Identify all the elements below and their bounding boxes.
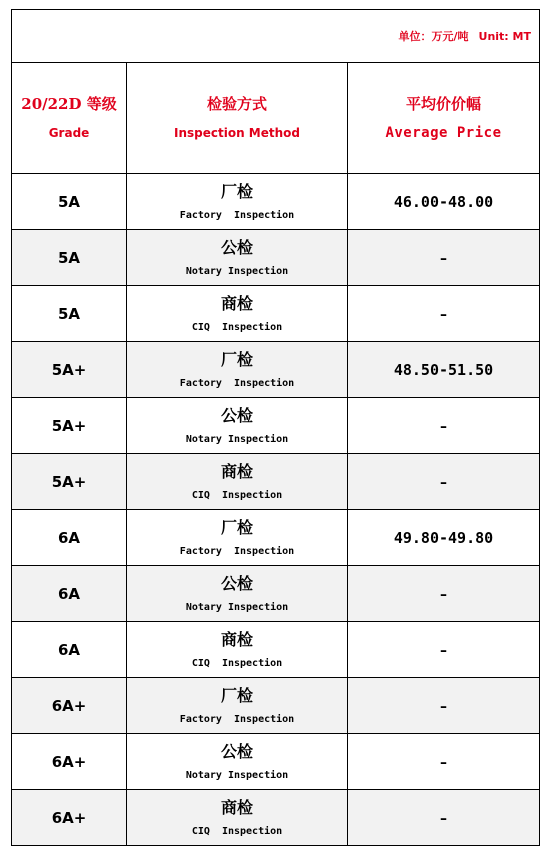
grade-cell [12,398,127,454]
method-en: Notary Inspection [185,265,289,277]
grade-header [12,63,127,174]
unit-cell [12,10,540,63]
method-zh: 商检 [220,797,253,817]
table-row [12,510,540,566]
header-row [12,63,540,174]
grade-value: 5A [57,249,81,267]
method-en: Notary Inspection [185,601,289,613]
price-value: – [440,811,447,827]
price-value: 48.50-51.50 [393,361,494,379]
grade-cell [12,342,127,398]
price-value: 49.80-49.80 [393,529,494,547]
price-cell [348,678,540,734]
method-cell [127,510,348,566]
method-cell [127,678,348,734]
grade-value: 6A+ [51,809,87,827]
grade-header-en: Grade [48,126,90,140]
method-header-zh: 检验方式 [206,95,267,113]
method-zh: 厂检 [220,685,253,705]
price-cell [348,566,540,622]
price-header [348,63,540,174]
method-en: Factory Inspection [179,713,295,725]
method-en: CIQ Inspection [191,657,283,669]
method-zh: 公检 [220,741,253,761]
method-header-en: Inspection Method [174,126,300,140]
table-row [12,734,540,790]
method-en: Factory Inspection [179,377,295,389]
table-row [12,790,540,846]
method-cell [127,790,348,846]
table-row [12,342,540,398]
table-row [12,622,540,678]
price-cell [348,286,540,342]
price-cell [348,790,540,846]
method-en: Notary Inspection [185,769,289,781]
grade-cell [12,510,127,566]
price-value: – [440,475,447,491]
price-value: – [440,755,447,771]
price-header-en: Average Price [385,125,502,141]
table-row [12,398,540,454]
grade-cell [12,174,127,230]
grade-value: 5A [57,193,81,211]
method-cell [127,454,348,510]
method-zh: 公检 [220,237,253,257]
grade-value: 6A+ [51,697,87,715]
grade-cell [12,286,127,342]
price-value: – [440,307,447,323]
grade-value: 5A+ [51,417,87,435]
method-cell [127,286,348,342]
table-row [12,566,540,622]
table-row [12,286,540,342]
table-row [12,230,540,286]
method-en: Factory Inspection [179,209,295,221]
method-cell [127,342,348,398]
price-value: – [440,643,447,659]
price-sheet [11,9,539,847]
price-cell [348,398,540,454]
grade-cell [12,678,127,734]
unit-label-en: Unit: MT [478,30,531,43]
price-cell [348,622,540,678]
method-en: CIQ Inspection [191,825,283,837]
table-row [12,454,540,510]
method-cell [127,174,348,230]
price-cell [348,510,540,566]
method-zh: 厂检 [220,181,253,201]
price-cell [348,734,540,790]
grade-cell [12,790,127,846]
grade-value: 6A [57,585,81,603]
price-cell [348,342,540,398]
method-zh: 公检 [220,405,253,425]
grade-cell [12,566,127,622]
method-header [127,63,348,174]
table-row [12,678,540,734]
unit-row [12,10,540,63]
price-value: – [440,251,447,267]
grade-cell [12,622,127,678]
table-row [12,174,540,230]
method-zh: 公检 [220,573,253,593]
grade-value: 6A [57,641,81,659]
grade-cell [12,734,127,790]
price-table [11,9,540,846]
price-value: – [440,419,447,435]
method-zh: 商检 [220,293,253,313]
grade-value: 5A+ [51,473,87,491]
price-header-zh: 平均价价幅 [405,95,481,113]
method-zh: 商检 [220,461,253,481]
method-cell [127,566,348,622]
price-cell [348,454,540,510]
grade-header-zh: 20/22D 等级 [21,95,117,113]
method-en: Notary Inspection [185,433,289,445]
price-cell [348,174,540,230]
method-cell [127,398,348,454]
method-zh: 厂检 [220,349,253,369]
method-en: CIQ Inspection [191,321,283,333]
method-cell [127,734,348,790]
grade-cell [12,454,127,510]
unit-label-zh: 单位：万元/吨 [398,30,469,43]
grade-value: 6A+ [51,753,87,771]
method-cell [127,622,348,678]
method-zh: 商检 [220,629,253,649]
grade-value: 6A [57,529,81,547]
grade-cell [12,230,127,286]
price-cell [348,230,540,286]
method-en: Factory Inspection [179,545,295,557]
price-value: 46.00-48.00 [393,193,494,211]
method-zh: 厂检 [220,517,253,537]
grade-value: 5A [57,305,81,323]
grade-value: 5A+ [51,361,87,379]
price-value: – [440,699,447,715]
method-cell [127,230,348,286]
price-value: – [440,587,447,603]
method-en: CIQ Inspection [191,489,283,501]
